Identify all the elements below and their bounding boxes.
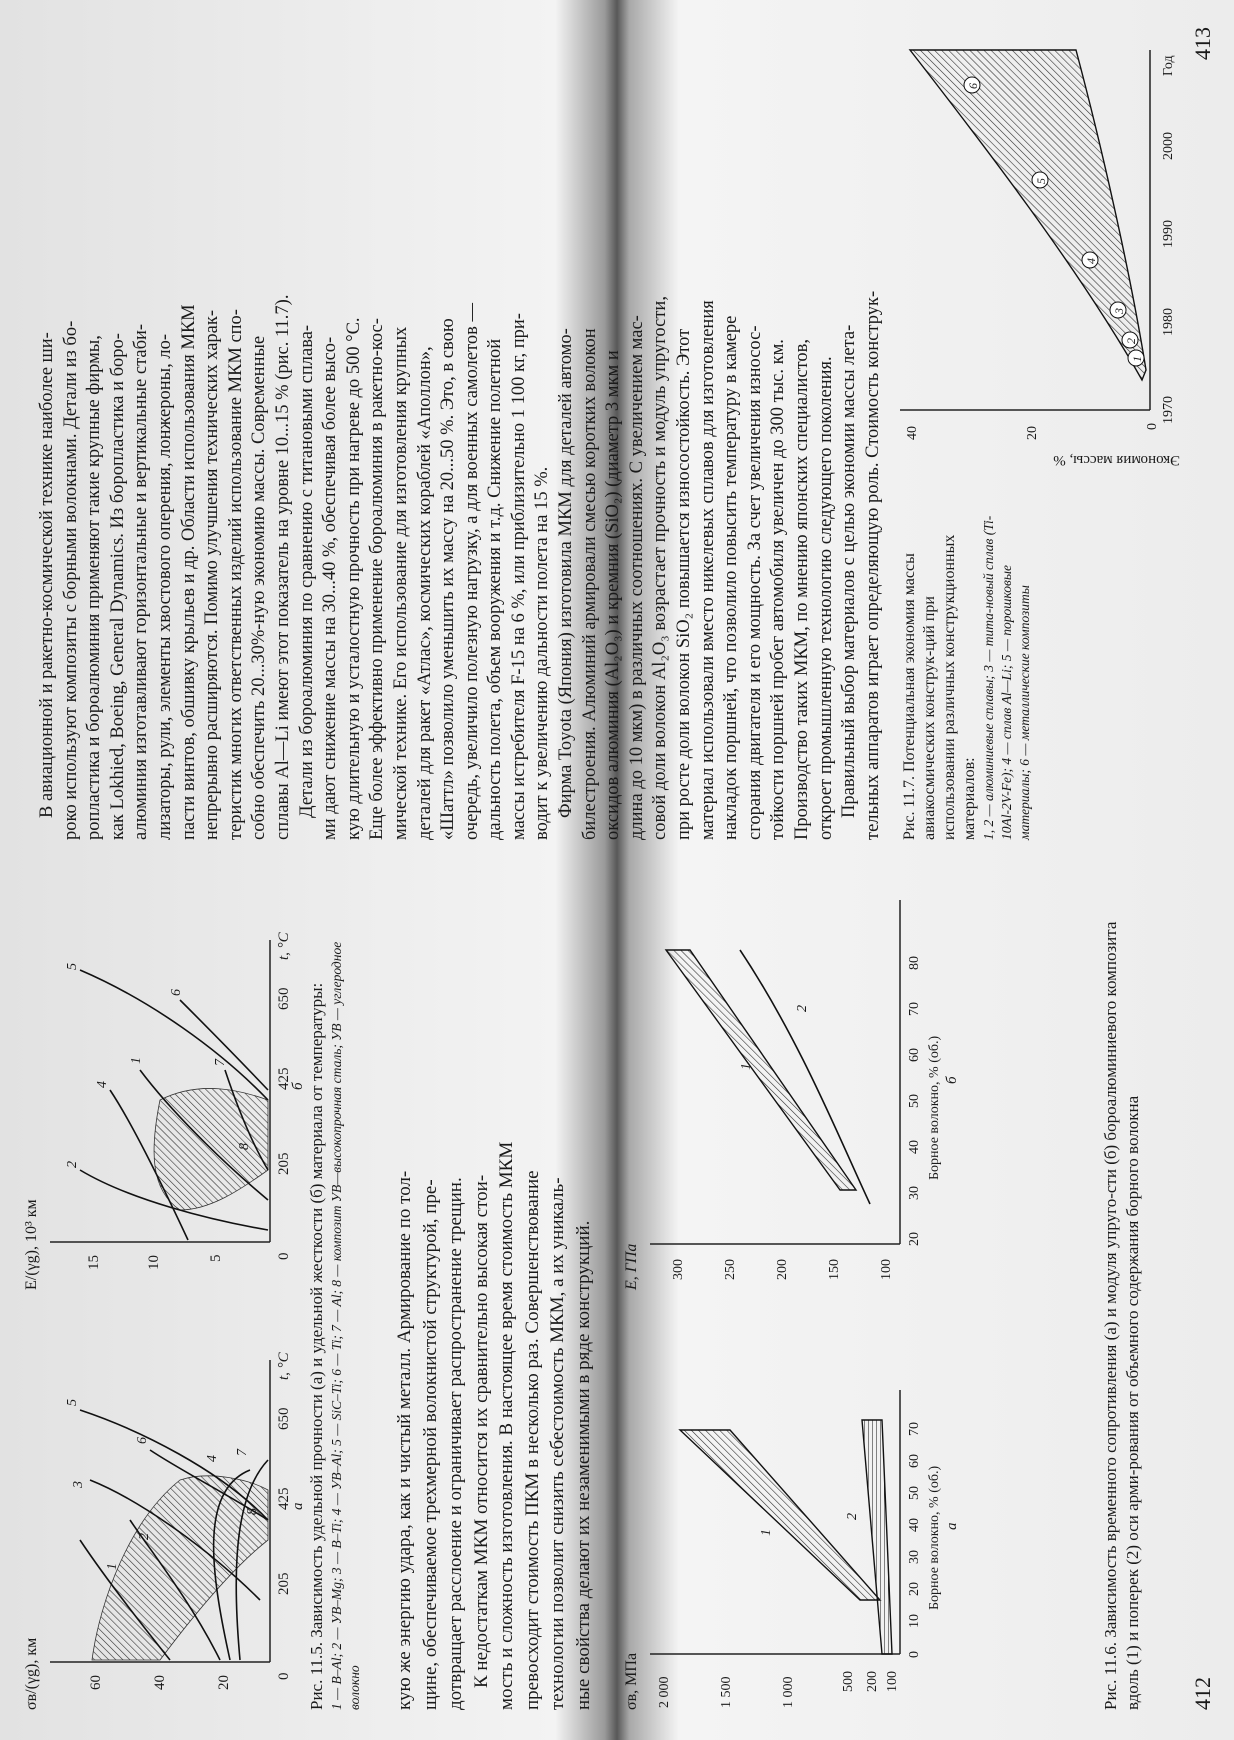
curve-label-6: 6	[135, 1437, 150, 1444]
fig-11-5-caption-title: Рис. 11.5. Зависимость удельной прочности (а) и удельной жесткости (б) материала от температуры:	[307, 982, 326, 1710]
text-line: при росте доли волокон SiO₂ повышается износостойкость. Этот	[674, 328, 695, 840]
curve-label-3: 3	[71, 1481, 86, 1488]
text-line: алюминия изготавливают горизонтальные и вертикальные стаби-	[131, 323, 152, 840]
fig-11-7-caption-title: Рис. 11.7. Потенциальная экономия массы авиакосмических конструк-ций при использовании различных конструкционных материалов:	[901, 534, 978, 840]
xtick-60: 60	[907, 1454, 922, 1468]
curve-label-1: 1	[759, 1529, 774, 1536]
text-line: В авиационной и ракетно-космической технике наиболее ши-	[37, 332, 57, 818]
fig-11-6b-ylabel: E, ГПа	[623, 1243, 640, 1290]
ytick-5: 5	[208, 1254, 224, 1262]
xtick-30: 30	[907, 1550, 922, 1564]
ytick-500: 500	[841, 1671, 856, 1692]
text-line: дальность полета, объем вооружения и т.д. Снижение полетной	[485, 338, 506, 840]
curve-label-5: 5	[1034, 178, 1048, 184]
xlabel: t, °C	[276, 1352, 292, 1380]
ytick-200: 200	[775, 1259, 790, 1280]
xlabel: t, °C	[276, 932, 292, 960]
fig-11-7-ylabel: Экономия массы, %	[1053, 452, 1180, 468]
xlabel: Борное волокно, % (об.)	[927, 1035, 942, 1180]
text-line: сгорания двигателя и его мощность. За счет увеличения износос-	[744, 325, 765, 840]
text-line: технологии позволит снизить себестоимость МКМ, а их уникаль-	[547, 1177, 568, 1710]
band-2	[862, 1420, 892, 1654]
panel-label-b: б	[290, 1082, 306, 1090]
ytick-20: 20	[216, 1675, 232, 1690]
panel-label-b: б	[944, 1076, 960, 1084]
xtick-205: 205	[276, 1152, 292, 1175]
xtick-650: 650	[276, 987, 292, 1010]
ytick-250: 250	[723, 1259, 738, 1280]
text-line: тойкости поршней пробег автомобиля увеличен до 300 тыс. км.	[768, 339, 789, 840]
text-line: Еще более эффективно применение бороалюминия в ракетно-кос-	[367, 318, 388, 840]
page-number-412: 412	[1190, 1677, 1215, 1710]
curve-label-5: 5	[65, 1399, 80, 1406]
text-line: накладок поршней, что позволило повысить температуру в камере	[721, 315, 742, 840]
fig-11-7-caption	[900, 500, 1034, 840]
curve-label-2: 2	[65, 1161, 80, 1168]
text-line: оксидов алюминия (Al₂O₃) и кремния (SiO₂) (диаметр 3 мкм и	[603, 350, 624, 840]
fig-11-7-chart	[880, 10, 1200, 470]
text-line: тельных аппаратов играет определяющую роль. Стоимость конструк-	[862, 290, 883, 840]
text-line: непрерывно расширяются. Помимо улучшения технических харак-	[202, 309, 223, 840]
xtick-40: 40	[907, 1518, 922, 1532]
xtick-1980: 1980	[1161, 308, 1176, 336]
text-line: очередь, увеличило полезную нагрузку, а для военных самолетов —	[461, 302, 482, 840]
ytick-0: 0	[276, 1252, 292, 1260]
text-line: длина до 10 мкм) в различных соотношениях. С увеличением мас-	[626, 315, 647, 840]
xtick-10: 10	[907, 1614, 922, 1628]
xtick-70: 70	[907, 1422, 922, 1436]
fig-11-6a-ylabel: σв, МПа	[623, 1652, 640, 1710]
text-line: Правильный выбор материалов с целью экономии массы лета-	[839, 324, 860, 818]
left-page	[0, 880, 1234, 1740]
curve-label-1: 1	[1130, 356, 1144, 362]
text-line: собно обеспечить 20...30%-ную экономию массы. Современные	[249, 335, 270, 840]
xtick-50: 50	[907, 1094, 922, 1108]
curve-label-1: 1	[129, 1057, 144, 1064]
text-line: теристик многих ответственных изделий использование МКМ спо-	[225, 309, 246, 840]
text-line: совой доли волокон Al₂O₃ возрастает прочность и модуль упругости,	[650, 296, 671, 840]
ytick-10: 10	[146, 1255, 162, 1270]
fig-11-5b-ylabel: E/(γg), 10³ км	[23, 1199, 40, 1290]
fig-11-5-caption	[306, 910, 364, 1710]
text-line: пасти винтов, обшивку крыльев и др. Области использования МКМ	[178, 304, 199, 840]
curve-label-8: 8	[245, 1508, 260, 1515]
ytick-40: 40	[152, 1675, 168, 1690]
xtick-1990: 1990	[1161, 220, 1176, 248]
text-line: деталей для ракет «Атлас», космических кораблей «Аполлон»,	[414, 346, 435, 840]
xtick-20: 20	[907, 1582, 922, 1596]
hatched-region	[910, 50, 1146, 380]
xtick-425: 425	[276, 1487, 292, 1510]
text-line: билестроения. Алюминий армировали смесью коротких волокон	[579, 328, 600, 840]
ytick-1500: 1 500	[719, 1676, 734, 1708]
curve-label-2: 2	[795, 1005, 810, 1012]
xtick-0: 0	[907, 1651, 922, 1658]
ytick-100: 100	[885, 1671, 900, 1692]
fig-11-5a-ylabel: σв/(γg), км	[23, 1637, 40, 1710]
xtick-30: 30	[907, 1186, 922, 1200]
text-line: К недостаткам МКМ относится их сравнительно высокая стои-	[470, 1174, 492, 1688]
xlabel: Борное волокно, % (об.)	[927, 1465, 942, 1610]
fig-11-7-caption-legend: 1, 2 — алюминиевые сплавы; 3 — тита-новый сплав (Ti-10Al-2V-Fe); 4 — сплав Al—Li; 5 — порошковые материалы; 6 — металлические композиты	[981, 515, 1032, 840]
text-line: щине, обеспечиваемое трехмерной волокнистой структурой, пре-	[419, 1179, 441, 1710]
text-line: Производство таких МКМ, по мнению японских специалистов,	[792, 338, 812, 840]
ytick-60: 60	[88, 1675, 104, 1690]
ytick-1000: 1 000	[781, 1676, 796, 1708]
text-line: массы истребителя F-15 на 6 %, или приблизительно 1 100 кг, при-	[508, 313, 529, 840]
xlabel: Год	[1161, 55, 1176, 76]
xtick-70: 70	[907, 1002, 922, 1016]
fig-11-6-caption-title: Рис. 11.6. Зависимость временного сопротивления (а) и модуля упруго-сти (б) бороалюминиевого композита вдоль (1) и поперек (2) оси арми-рования от объемного содержания борного волокна	[1101, 921, 1142, 1710]
text-line: Детали из бороалюминия по сравнению с титановыми сплава-	[296, 324, 317, 818]
text-line: сплавы Al—Li имеют этот показатель на уровне 10...15 % (рис. 11.7).	[272, 294, 293, 840]
fig-11-5a-chart	[20, 1300, 306, 1720]
curve-label-4: 4	[205, 1455, 220, 1462]
ytick-2000: 2 000	[657, 1676, 672, 1708]
curve-label-4: 4	[95, 1081, 110, 1088]
text-line: откроет промышленную технологию следующего поколения.	[815, 356, 836, 840]
ytick-0: 0	[1145, 423, 1160, 430]
curve-label-2: 2	[845, 1513, 860, 1520]
right-text-block	[36, 20, 885, 840]
text-line: ные свойства делают их незаменимыми в ряде конструкций.	[572, 1220, 594, 1710]
fig-11-6b-chart	[620, 880, 960, 1300]
curve-6	[180, 1000, 268, 1090]
text-line: кую же энергию удара, как и чистый металл. Армирование по тол-	[394, 1170, 415, 1710]
text-line: водит к увеличению дальности полета на 15 %.	[532, 466, 553, 840]
page-number-413: 413	[1190, 27, 1215, 60]
xtick-1970: 1970	[1161, 396, 1176, 424]
curve-label-3: 3	[1112, 308, 1126, 314]
ytick-150: 150	[827, 1259, 842, 1280]
text-line: ропластика и бороалюминия применяют такие крупные фирмы,	[84, 335, 105, 840]
xtick-20: 20	[907, 1232, 922, 1246]
text-line: кую длительную и усталостную прочность при нагреве до 500 °C.	[343, 317, 364, 840]
text-line: мической технике. Его использование для изготовления крупных	[390, 326, 411, 840]
curve-label-5: 5	[65, 963, 80, 970]
xtick-40: 40	[907, 1140, 922, 1154]
ytick-20: 20	[1025, 426, 1040, 440]
xtick-80: 80	[907, 956, 922, 970]
fig-11-5b-chart	[20, 880, 306, 1300]
curve-label-7: 7	[235, 1449, 250, 1456]
curve-label-6: 6	[966, 83, 980, 89]
xtick-50: 50	[907, 1486, 922, 1500]
curve-label-1: 1	[105, 1563, 120, 1570]
ytick-100: 100	[879, 1259, 894, 1280]
text-line: «Шаттл» позволило уменьшить их массу на 20...50 %. Это, в свою	[438, 318, 459, 840]
curve-label-1: 1	[739, 1063, 754, 1070]
text-line: лизаторы, рули, элементы хвостового оперения, лонжероны, ло-	[154, 334, 175, 840]
text-line: как Lokhied, Boeing, General Dynamics. Из боропластика и боро-	[107, 333, 128, 840]
text-line: материал использовали вместо никелевых сплавов для изготовления	[697, 300, 718, 840]
fig-11-6a-chart	[620, 1300, 960, 1720]
text-line: превосходит стоимость ПКМ в несколько раз. Совершенствование	[521, 1170, 543, 1710]
xtick-2000: 2000	[1161, 132, 1176, 160]
panel-label-a: а	[290, 1502, 306, 1510]
ytick-40: 40	[905, 426, 920, 440]
fig-11-5-caption-legend: 1 — B–Al; 2 — УВ–Mg; 3 — B–Ti; 4 — УВ–Al; 5 — SiC–Ti; 6 — Ti; 7 — Al; 8 — композит УВ—высокопрочная сталь; УВ — углеродное волокно	[329, 941, 362, 1710]
xtick-205: 205	[276, 1572, 292, 1595]
curve-label-6: 6	[169, 989, 184, 996]
curve-label-2: 2	[1124, 338, 1138, 344]
text-line: ми дают снижение массы на 30...40 %, обеспечивая более высо-	[320, 336, 341, 840]
band-1	[666, 950, 856, 1190]
panel-label-a: а	[944, 1522, 960, 1530]
ytick-0: 0	[276, 1672, 292, 1680]
xtick-60: 60	[907, 1048, 922, 1062]
right-page	[0, 0, 1234, 860]
ytick-200: 200	[865, 1671, 880, 1692]
text-line: мость и сложность изготовления. В настоящее время стоимость МКМ	[496, 1141, 517, 1710]
curve-label-7: 7	[213, 1059, 228, 1066]
ytick-15: 15	[86, 1255, 102, 1270]
ytick-300: 300	[671, 1259, 686, 1280]
curve-label-8: 8	[237, 1143, 252, 1150]
xtick-425: 425	[276, 1067, 292, 1090]
fig-11-6-caption	[1100, 910, 1144, 1710]
text-line: Фирма Toyota (Япония) изготовила МКМ для деталей автомо-	[556, 328, 577, 818]
xtick-650: 650	[276, 1407, 292, 1430]
text-line: дотвращает расслоение и ограничивает распространение трещин.	[445, 1177, 466, 1710]
left-text-block	[392, 910, 596, 1710]
text-line: роко используют композиты с борными волокнами. Детали из бо-	[60, 320, 81, 840]
curve-label-4: 4	[1084, 258, 1098, 264]
curve-label-2: 2	[137, 1533, 152, 1540]
